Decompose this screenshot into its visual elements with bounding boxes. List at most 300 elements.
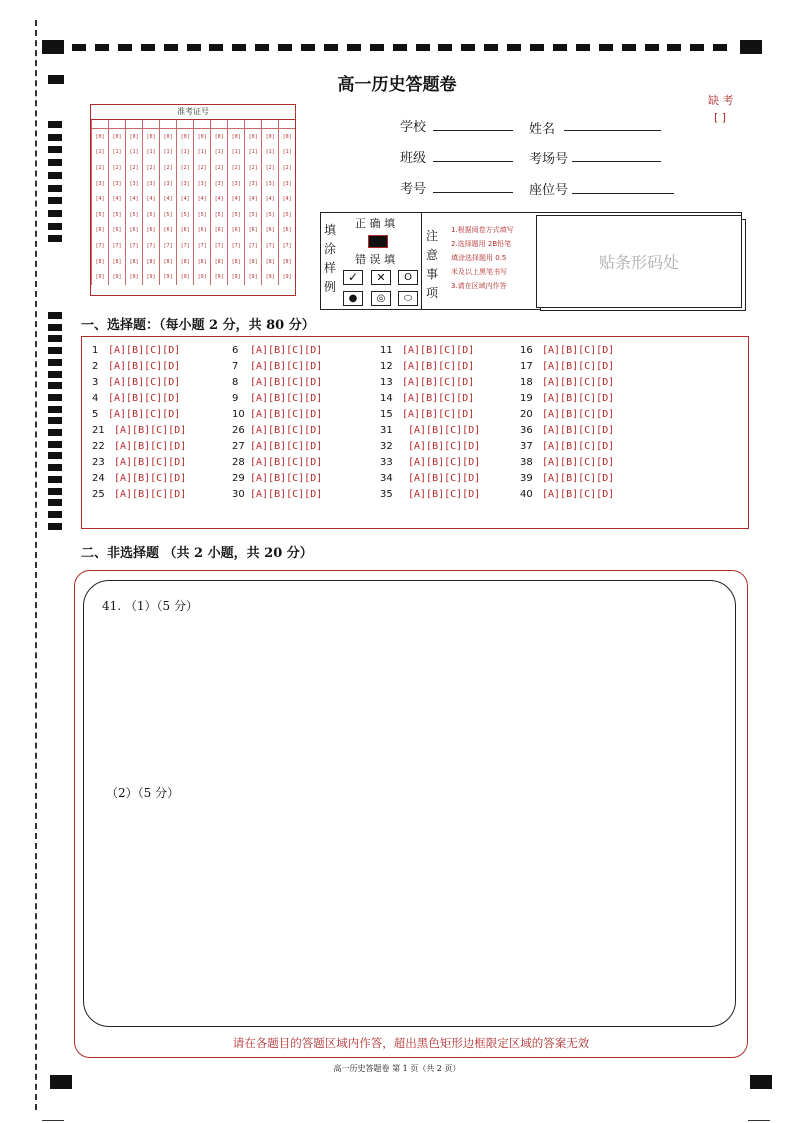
id-bubble[interactable]: [8] — [211, 254, 228, 270]
id-bubble[interactable]: [1] — [262, 145, 279, 161]
id-bubble[interactable]: [9] — [228, 269, 245, 285]
id-bubble[interactable]: [5] — [126, 207, 143, 223]
id-bubble[interactable]: [8] — [143, 254, 160, 270]
timing-mark — [461, 44, 475, 51]
trim-line — [748, 1120, 770, 1121]
q41-part1: 41. （1）（5 分） — [102, 599, 198, 613]
page-title: 高一历史答题卷 — [337, 75, 457, 95]
id-bubble[interactable]: [6] — [211, 223, 228, 239]
choice-options[interactable]: [A][B][C][D] — [250, 457, 323, 468]
id-write-cell[interactable] — [194, 120, 211, 129]
id-bubble[interactable]: [8] — [126, 254, 143, 270]
id-bubble[interactable]: [0] — [92, 129, 109, 145]
id-bubble[interactable]: [8] — [160, 254, 177, 270]
id-bubble[interactable]: [9] — [245, 269, 262, 285]
choice-options[interactable]: [A][B][C][D] — [402, 345, 475, 356]
id-bubble[interactable]: [5] — [211, 207, 228, 223]
barcode-label: 贴条形码处 — [598, 253, 679, 272]
timing-mark — [48, 359, 62, 366]
id-bubble[interactable]: [2] — [262, 160, 279, 176]
id-bubble[interactable]: [3] — [194, 176, 211, 192]
choice-options[interactable]: [A][B][C][D] — [402, 393, 475, 404]
question-number: 9 — [232, 393, 239, 404]
timing-mark — [347, 44, 361, 51]
exam-room-label: 考场号 — [529, 152, 569, 167]
id-bubble[interactable]: [5] — [109, 207, 126, 223]
name-input[interactable] — [564, 130, 661, 131]
id-bubble[interactable]: [4] — [262, 191, 279, 207]
id-bubble[interactable]: [3] — [228, 176, 245, 192]
id-bubble[interactable]: [6] — [194, 223, 211, 239]
timing-mark — [690, 44, 704, 51]
timing-mark — [416, 44, 430, 51]
choice-options[interactable]: [A][B][C][D] — [542, 345, 615, 356]
timing-mark — [278, 44, 292, 51]
id-bubble[interactable]: [4] — [211, 191, 228, 207]
choice-options[interactable]: [A][B][C][D] — [542, 441, 615, 452]
id-bubble[interactable]: [3] — [143, 176, 160, 192]
id-bubble[interactable]: [2] — [143, 160, 160, 176]
timing-mark — [72, 44, 86, 51]
id-bubble[interactable]: [7] — [228, 238, 245, 254]
answer-warning: 请在各题目的答题区域内作答，超出黑色矩形边框限定区域的答案无效 — [232, 1036, 590, 1050]
id-bubble[interactable]: [8] — [245, 254, 262, 270]
id-bubble[interactable]: [2] — [245, 160, 262, 176]
id-bubble[interactable]: [7] — [194, 238, 211, 254]
question-number: 20 — [520, 409, 533, 420]
id-bubble[interactable]: [8] — [109, 254, 126, 270]
timing-mark — [48, 441, 62, 448]
id-bubble[interactable]: [1] — [143, 145, 160, 161]
id-write-cell[interactable] — [143, 120, 160, 129]
id-write-cell[interactable] — [160, 120, 177, 129]
id-bubble[interactable]: [5] — [194, 207, 211, 223]
id-bubble[interactable]: [8] — [92, 254, 109, 270]
choice-options[interactable]: [A][B][C][D] — [114, 441, 187, 452]
timing-mark — [645, 44, 659, 51]
id-bubble[interactable]: [9] — [126, 269, 143, 285]
question-number: 19 — [520, 393, 533, 404]
timing-mark — [484, 44, 498, 51]
timing-mark — [48, 223, 62, 230]
id-bubble[interactable]: [3] — [211, 176, 228, 192]
question-number: 32 — [380, 441, 393, 452]
id-bubble[interactable]: [2] — [109, 160, 126, 176]
exam-id-header: 准考证号 — [91, 105, 295, 120]
id-bubble[interactable]: [5] — [262, 207, 279, 223]
id-bubble[interactable]: [5] — [177, 207, 194, 223]
question-number: 33 — [380, 457, 393, 468]
choice-options[interactable]: [A][B][C][D] — [408, 457, 481, 468]
question-number: 37 — [520, 441, 533, 452]
timing-mark — [118, 44, 132, 51]
id-bubble[interactable]: [5] — [160, 207, 177, 223]
choice-options[interactable]: [A][B][C][D] — [250, 473, 323, 484]
question-number: 7 — [232, 361, 239, 372]
absent-label: 缺 考 — [708, 94, 734, 107]
question-number: 38 — [520, 457, 533, 468]
timing-mark — [667, 44, 681, 51]
question-number: 26 — [232, 425, 245, 436]
id-bubble[interactable]: [1] — [160, 145, 177, 161]
id-bubble[interactable]: [4] — [109, 191, 126, 207]
choice-options[interactable]: [A][B][C][D] — [114, 457, 187, 468]
question-number: 1 — [92, 345, 99, 356]
question-number: 16 — [520, 345, 533, 356]
choice-options[interactable]: [A][B][C][D] — [250, 425, 323, 436]
id-bubble[interactable]: [5] — [279, 207, 295, 223]
id-bubble[interactable]: [1] — [92, 145, 109, 161]
id-bubble[interactable]: [5] — [245, 207, 262, 223]
timing-mark — [530, 44, 544, 51]
timing-mark — [48, 172, 62, 179]
question-number: 25 — [92, 489, 105, 500]
choice-options[interactable]: [A][B][C][D] — [542, 489, 615, 500]
wrong-fill-label: 错 误 填 — [355, 253, 395, 266]
q41-part2: （2）（5 分） — [106, 786, 180, 800]
question-number: 21 — [92, 425, 105, 436]
page-footer: 高一历史答题卷 第 1 页（共 2 页） — [333, 1064, 461, 1073]
question-number: 29 — [232, 473, 245, 484]
id-write-cell[interactable] — [109, 120, 126, 129]
choice-options[interactable]: [A][B][C][D] — [250, 361, 323, 372]
timing-mark — [48, 382, 62, 389]
question-number: 18 — [520, 377, 533, 388]
timing-mark — [48, 197, 62, 204]
notes-text: 1.根据阅卷方式填写 2.选择题用 2B铅笔 填涂选择题用 0.5 米及以上黑笔书写 3.请在区域内作答 — [451, 226, 514, 290]
id-bubble[interactable]: [6] — [109, 223, 126, 239]
id-bubble[interactable]: [6] — [245, 223, 262, 239]
id-bubble[interactable]: [3] — [126, 176, 143, 192]
id-bubble[interactable]: [0] — [262, 129, 279, 145]
choice-options[interactable]: [A][B][C][D] — [108, 393, 181, 404]
wrong-check-icon: ✓ — [343, 270, 363, 285]
id-bubble[interactable]: [0] — [177, 129, 194, 145]
id-bubble[interactable]: [3] — [92, 176, 109, 192]
question-number: 40 — [520, 489, 533, 500]
id-write-cell[interactable] — [228, 120, 245, 129]
id-bubble[interactable]: [1] — [228, 145, 245, 161]
choice-options[interactable]: [A][B][C][D] — [402, 409, 475, 420]
id-bubble[interactable]: [7] — [160, 238, 177, 254]
wrong-circle-icon: O — [398, 270, 418, 285]
id-bubble[interactable]: [4] — [143, 191, 160, 207]
timing-mark — [48, 464, 62, 471]
id-bubble[interactable]: [7] — [245, 238, 262, 254]
wrong-oval-icon: ⬭ — [398, 291, 418, 306]
timing-mark — [48, 185, 62, 192]
choice-options[interactable]: [A][B][C][D] — [408, 425, 481, 436]
choice-options[interactable]: [A][B][C][D] — [108, 345, 181, 356]
choice-options[interactable]: [A][B][C][D] — [402, 377, 475, 388]
choice-options[interactable]: [A][B][C][D] — [250, 409, 323, 420]
choice-options[interactable]: [A][B][C][D] — [542, 377, 615, 388]
choice-options[interactable]: [A][B][C][D] — [250, 377, 323, 388]
id-bubble[interactable]: [4] — [160, 191, 177, 207]
question-number: 12 — [380, 361, 393, 372]
section1-title: 一、选择题：（每小题 2 分，共 80 分） — [81, 318, 315, 333]
timing-mark — [48, 121, 62, 128]
choice-options[interactable]: [A][B][C][D] — [542, 393, 615, 404]
id-bubble[interactable]: [6] — [279, 223, 295, 239]
timing-mark — [48, 452, 62, 459]
choice-options[interactable]: [A][B][C][D] — [108, 409, 181, 420]
timing-mark — [576, 44, 590, 51]
question-number: 5 — [92, 409, 99, 420]
id-bubble[interactable]: [8] — [228, 254, 245, 270]
choice-options[interactable]: [A][B][C][D] — [542, 361, 615, 372]
choice-options[interactable]: [A][B][C][D] — [250, 441, 323, 452]
timing-mark — [141, 44, 155, 51]
id-bubble[interactable]: [4] — [194, 191, 211, 207]
id-write-cell[interactable] — [177, 120, 194, 129]
question-number: 23 — [92, 457, 105, 468]
timing-mark — [48, 406, 62, 413]
timing-mark — [301, 44, 315, 51]
question-number: 31 — [380, 425, 393, 436]
answer-region-q41[interactable] — [83, 580, 736, 1027]
id-bubble[interactable]: [6] — [160, 223, 177, 239]
choice-options[interactable]: [A][B][C][D] — [402, 361, 475, 372]
choice-options[interactable]: [A][B][C][D] — [114, 425, 187, 436]
question-number: 24 — [92, 473, 105, 484]
id-bubble[interactable]: [6] — [262, 223, 279, 239]
timing-mark — [48, 394, 62, 401]
question-number: 22 — [92, 441, 105, 452]
timing-mark — [48, 488, 62, 495]
timing-mark — [393, 44, 407, 51]
id-bubble[interactable]: [6] — [92, 223, 109, 239]
id-bubble[interactable]: [4] — [245, 191, 262, 207]
choice-options[interactable]: [A][B][C][D] — [542, 409, 615, 420]
question-number: 6 — [232, 345, 239, 356]
name-label: 姓名 — [529, 122, 556, 137]
id-bubble[interactable]: [3] — [160, 176, 177, 192]
id-bubble[interactable]: [4] — [177, 191, 194, 207]
id-bubble[interactable]: [7] — [92, 238, 109, 254]
id-bubble[interactable]: [1] — [245, 145, 262, 161]
timing-mark — [187, 44, 201, 51]
id-write-cell[interactable] — [211, 120, 228, 129]
question-number: 39 — [520, 473, 533, 484]
wrong-partial-icon: ◎ — [371, 291, 391, 306]
question-number: 10 — [232, 409, 245, 420]
choice-options[interactable]: [A][B][C][D] — [250, 489, 323, 500]
id-bubble[interactable]: [1] — [126, 145, 143, 161]
id-bubble[interactable]: [4] — [126, 191, 143, 207]
id-write-cell[interactable] — [279, 120, 295, 129]
choice-options[interactable]: [A][B][C][D] — [542, 457, 615, 468]
choice-options[interactable]: [A][B][C][D] — [250, 345, 323, 356]
school-label: 学校 — [400, 120, 427, 135]
id-bubble[interactable]: [0] — [279, 129, 295, 145]
id-bubble[interactable]: [7] — [126, 238, 143, 254]
id-bubble[interactable]: [2] — [279, 160, 295, 176]
id-bubble[interactable]: [2] — [160, 160, 177, 176]
id-bubble[interactable]: [4] — [279, 191, 295, 207]
id-bubble[interactable]: [9] — [211, 269, 228, 285]
timing-mark — [48, 523, 62, 530]
id-bubble[interactable]: [3] — [262, 176, 279, 192]
id-bubble[interactable]: [0] — [245, 129, 262, 145]
id-bubble[interactable]: [8] — [177, 254, 194, 270]
question-number: 15 — [380, 409, 393, 420]
section2-title: 二、非选择题 （共 2 小题，共 20 分） — [81, 546, 313, 561]
id-bubble[interactable]: [1] — [211, 145, 228, 161]
id-bubble[interactable]: [4] — [92, 191, 109, 207]
correct-fill-mark — [368, 235, 388, 248]
id-bubble[interactable]: [3] — [177, 176, 194, 192]
id-bubble[interactable]: [9] — [92, 269, 109, 285]
school-input[interactable] — [433, 130, 513, 131]
class-input[interactable] — [433, 161, 513, 162]
id-write-cell[interactable] — [92, 120, 109, 129]
id-bubble[interactable]: [2] — [126, 160, 143, 176]
choice-options[interactable]: [A][B][C][D] — [408, 489, 481, 500]
id-bubble[interactable]: [9] — [160, 269, 177, 285]
question-number: 30 — [232, 489, 245, 500]
timing-mark — [48, 347, 62, 354]
seat-no-input[interactable] — [572, 193, 674, 194]
timing-mark — [95, 44, 109, 51]
timing-mark — [48, 134, 62, 141]
timing-mark — [48, 511, 62, 518]
id-bubble[interactable]: [8] — [279, 254, 295, 270]
timing-mark — [48, 235, 62, 242]
wrong-dot-icon: ● — [343, 291, 363, 306]
id-write-cell[interactable] — [126, 120, 143, 129]
corner-mark — [750, 1075, 772, 1089]
question-number: 27 — [232, 441, 245, 452]
id-bubble[interactable]: [1] — [279, 145, 295, 161]
question-number: 14 — [380, 393, 393, 404]
timing-mark — [438, 44, 452, 51]
id-bubble[interactable]: [8] — [262, 254, 279, 270]
id-bubble[interactable]: [1] — [194, 145, 211, 161]
id-bubble[interactable]: [1] — [109, 145, 126, 161]
id-bubble[interactable]: [2] — [177, 160, 194, 176]
timing-mark — [255, 44, 269, 51]
timing-mark — [48, 335, 62, 342]
corner-mark — [50, 1075, 72, 1089]
id-bubble[interactable]: [7] — [109, 238, 126, 254]
question-number: 8 — [232, 377, 239, 388]
barcode-area — [536, 215, 742, 308]
id-bubble[interactable]: [1] — [177, 145, 194, 161]
question-number: 13 — [380, 377, 393, 388]
correct-fill-label: 正 确 填 — [355, 217, 395, 230]
exam-room-input[interactable] — [572, 161, 661, 162]
choice-options[interactable]: [A][B][C][D] — [114, 489, 187, 500]
id-bubble[interactable]: [3] — [279, 176, 295, 192]
question-number: 3 — [92, 377, 99, 388]
timing-mark — [324, 44, 338, 51]
id-bubble[interactable]: [4] — [228, 191, 245, 207]
timing-mark — [48, 371, 62, 378]
exam-no-label: 考号 — [400, 182, 427, 197]
id-bubble[interactable]: [0] — [228, 129, 245, 145]
id-bubble[interactable]: [7] — [177, 238, 194, 254]
id-bubble[interactable]: [9] — [109, 269, 126, 285]
choice-options[interactable]: [A][B][C][D] — [542, 425, 615, 436]
id-bubble[interactable]: [0] — [160, 129, 177, 145]
id-bubble[interactable]: [7] — [211, 238, 228, 254]
id-bubble[interactable]: [6] — [177, 223, 194, 239]
id-bubble[interactable]: [9] — [194, 269, 211, 285]
id-bubble[interactable]: [6] — [126, 223, 143, 239]
id-bubble[interactable]: [0] — [143, 129, 160, 145]
id-bubble[interactable]: [3] — [245, 176, 262, 192]
timing-mark — [622, 44, 636, 51]
id-bubble[interactable]: [3] — [109, 176, 126, 192]
timing-mark — [42, 40, 64, 54]
id-bubble[interactable]: [9] — [262, 269, 279, 285]
id-bubble[interactable]: [9] — [143, 269, 160, 285]
id-bubble[interactable]: [5] — [228, 207, 245, 223]
choice-options[interactable]: [A][B][C][D] — [408, 473, 481, 484]
timing-mark — [507, 44, 521, 51]
choice-options[interactable]: [A][B][C][D] — [250, 393, 323, 404]
id-bubble[interactable]: [0] — [211, 129, 228, 145]
choice-options[interactable]: [A][B][C][D] — [114, 473, 187, 484]
id-bubble[interactable]: [2] — [211, 160, 228, 176]
id-bubble[interactable]: [2] — [92, 160, 109, 176]
choice-options[interactable]: [A][B][C][D] — [108, 377, 181, 388]
absent-checkbox[interactable]: [ ] — [714, 111, 727, 124]
id-bubble[interactable]: [5] — [143, 207, 160, 223]
exam-id-grid[interactable] — [90, 104, 296, 296]
id-bubble[interactable]: [5] — [92, 207, 109, 223]
timing-mark — [48, 417, 62, 424]
choice-options[interactable]: [A][B][C][D] — [108, 361, 181, 372]
choice-options[interactable]: [A][B][C][D] — [542, 473, 615, 484]
id-bubble[interactable]: [2] — [194, 160, 211, 176]
id-bubble[interactable]: [8] — [194, 254, 211, 270]
id-bubble[interactable]: [7] — [279, 238, 295, 254]
id-bubble[interactable]: [0] — [194, 129, 211, 145]
id-bubble[interactable]: [7] — [262, 238, 279, 254]
id-write-cell[interactable] — [262, 120, 279, 129]
id-write-cell[interactable] — [245, 120, 262, 129]
choice-options[interactable]: [A][B][C][D] — [408, 441, 481, 452]
timing-mark — [48, 210, 62, 217]
id-bubble[interactable]: [0] — [109, 129, 126, 145]
timing-mark — [370, 44, 384, 51]
question-number: 35 — [380, 489, 393, 500]
question-number: 11 — [380, 345, 393, 356]
exam-no-input[interactable] — [433, 192, 513, 193]
timing-mark — [48, 312, 62, 319]
id-bubble[interactable]: [7] — [143, 238, 160, 254]
timing-mark — [740, 40, 762, 54]
notes-label: 注 意 事 项 — [426, 229, 439, 300]
timing-mark — [713, 44, 727, 51]
id-bubble[interactable]: [2] — [228, 160, 245, 176]
id-bubble[interactable]: [9] — [279, 269, 295, 285]
sample-divider — [421, 213, 422, 309]
question-number: 28 — [232, 457, 245, 468]
exam-id-bubbles[interactable] — [91, 120, 295, 285]
timing-mark — [232, 44, 246, 51]
timing-mark — [48, 429, 62, 436]
question-number: 34 — [380, 473, 393, 484]
question-number: 4 — [92, 393, 99, 404]
id-bubble[interactable]: [6] — [228, 223, 245, 239]
id-bubble[interactable]: [0] — [126, 129, 143, 145]
id-bubble[interactable]: [9] — [177, 269, 194, 285]
id-bubble[interactable]: [6] — [143, 223, 160, 239]
timing-mark — [48, 476, 62, 483]
